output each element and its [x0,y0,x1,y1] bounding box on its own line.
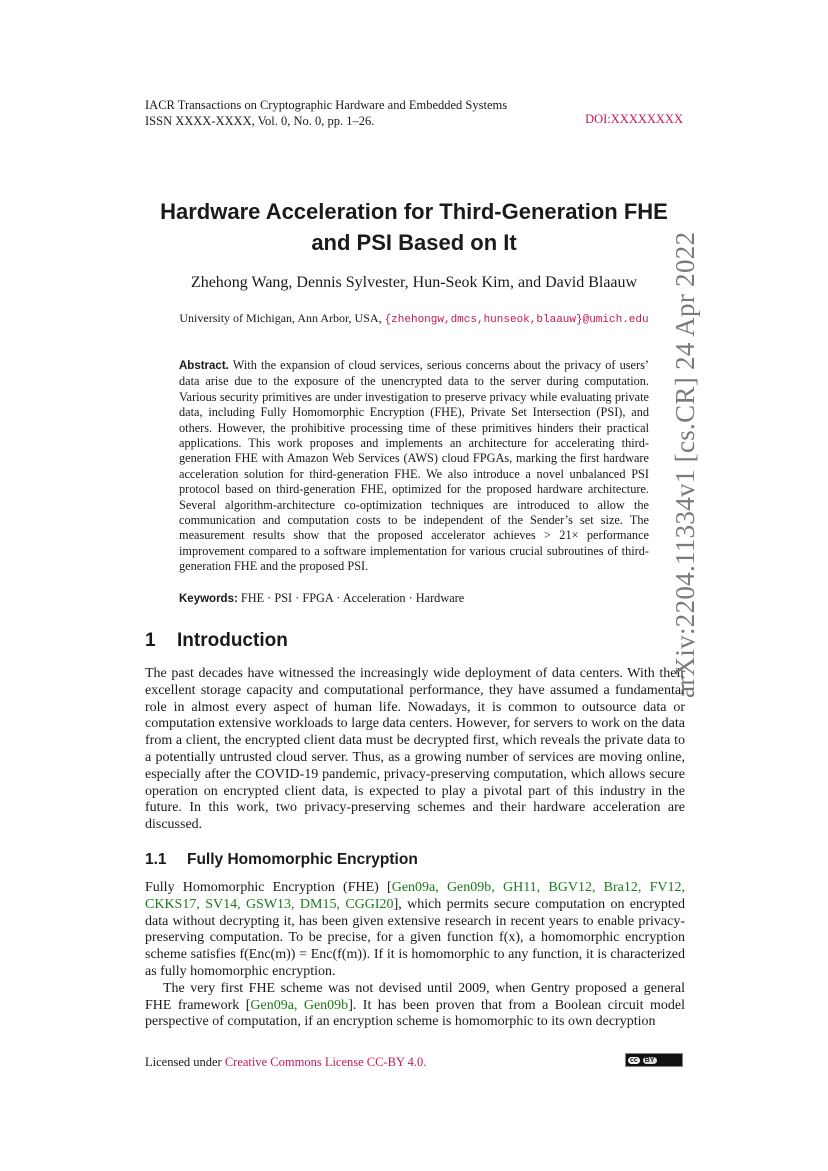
text-run: Fully Homomorphic Encryption (FHE) [ [145,880,392,895]
authors: Zhehong Wang, Dennis Sylvester, Hun-Seok Kim, and David Blaauw [190,274,638,291]
arxiv-stamp [639,231,700,698]
keywords [179,591,464,606]
title-line-2: and PSI Based on It [311,230,517,255]
email-link[interactable]: {zhehongw,dmcs,hunseok,blaauw}@umich.edu [384,314,649,326]
text-run: The very first FHE scheme was not devised until 2009, when Gentry proposed a general FHE framework [ [145,980,685,1013]
introduction-paragraph: The past decades have witnessed the increasingly wide deployment of data centers. With their excellent storage capacity and computational performance, they have assumed a fundamental role in almost every aspect of human life. Nowadays, it is common to outsource data or computation extensive workloads to large data centers. However, for servers to work on the data from a client, the encrypted client data must be decrypted first, which reveals the private data to a potentially untrusted cloud server. Thus, as a growing number of services are moving online, especially after the COVID-19 pandemic, privacy-preserving computation, which allows secure operation on encrypted client data, is expected to play a pivotal part of this industry in the future. In this work, two privacy-preserving schemes and their hardware acceleration are discussed. [145,666,685,833]
fhe-body [145,880,685,1031]
cc-icon: cc [630,1056,638,1064]
title-line-1: Hardware Acceleration for Third-Generation FHE [160,199,668,224]
affiliation [100,311,728,326]
section-title: Introduction [177,630,288,651]
affiliation-text: University of Michigan, Ann Arbor, USA, [179,311,382,325]
citation-links[interactable]: Gen09a, Gen09b [250,997,349,1013]
fhe-paragraph-1 [145,880,685,981]
section-number: 1 [145,630,156,651]
subsection-heading-fhe [145,851,418,869]
abstract-text: With the expansion of cloud services, serious concerns about the privacy of users’ data arise due to the exposure of the unencrypted data to the server during computation. Various security primitives are under investigation to preserve privacy while evaluating private data, including Fully Homomorphic Encryption (FHE), Private Set Intersection (PSI), and others. However, the prohibitive processing time of these primitives hinders their practical applications. This work proposes and implements an architecture for accelerating third-generation FHE with Amazon Web Services (AWS) cloud FPGAs, marking the first hardware acceleration solution for third-generation FHE. We also introduce a novel unbalanced PSI protocol based on third-generation FHE, optimized for the proposed hardware architecture. Several algorithm-architecture co-optimization techniques are introduced to allow the communication and computation costs to be independent of the Sender’s set size. The measurement results show that the proposed accelerator achieves > 21× performance improvement compared to a software implementation for various crucial subroutines of third-generation FHE and the proposed PSI. [179,358,649,574]
paper-title [100,196,728,258]
citation-links[interactable]: Gen09a, Gen09b, GH11, BGV12, Bra12, FV12, CKKS17, SV14, GSW13, DM15, CGGI20 [145,880,685,912]
section-heading-introduction [145,630,288,652]
keywords-label: Keywords: [179,593,238,605]
license-link[interactable]: Creative Commons License CC-BY 4.0. [224,1055,427,1069]
issn-line: ISSN XXXX-XXXX, Vol. 0, No. 0, pp. 1–26. [145,114,375,128]
text-run: ]. It has been proven that from a Boolean circuit model perspective of computation, if an encryption scheme is homomorphic to its own decryption [145,997,685,1030]
abstract-label: Abstract. [179,360,229,372]
keywords-text: FHE · PSI · FPGA · Acceleration · Hardware [240,591,465,605]
fhe-paragraph-2 [145,981,685,1031]
abstract [179,358,649,575]
subsection-title: Fully Homomorphic Encryption [187,851,418,868]
journal-name: IACR Transactions on Cryptographic Hardware and Embedded Systems [145,98,508,112]
arxiv-stamp-text: arXiv:2204.11334v1 [cs.CR] 24 Apr 2022 [670,231,700,698]
by-icon: BY [644,1056,655,1064]
cc-by-badge-icon[interactable] [625,1053,683,1067]
text-run: ], which permits secure computation on encrypted data without decrypting it, has been given extensive research in recent years to enable privacy-preserving computation. To be precise, for a given function f(x), a homomorphic encryption scheme satisfies f(Enc(m)) = Enc(f(m)). If it is homomorphic to any function, it is characterized as fully homomorphic encryption. [145,896,685,979]
license-footer [145,1055,426,1070]
license-text: Licensed under [145,1055,222,1069]
doi-link[interactable]: DOI:XXXXXXXX [585,112,683,126]
subsection-number: 1.1 [145,851,167,868]
